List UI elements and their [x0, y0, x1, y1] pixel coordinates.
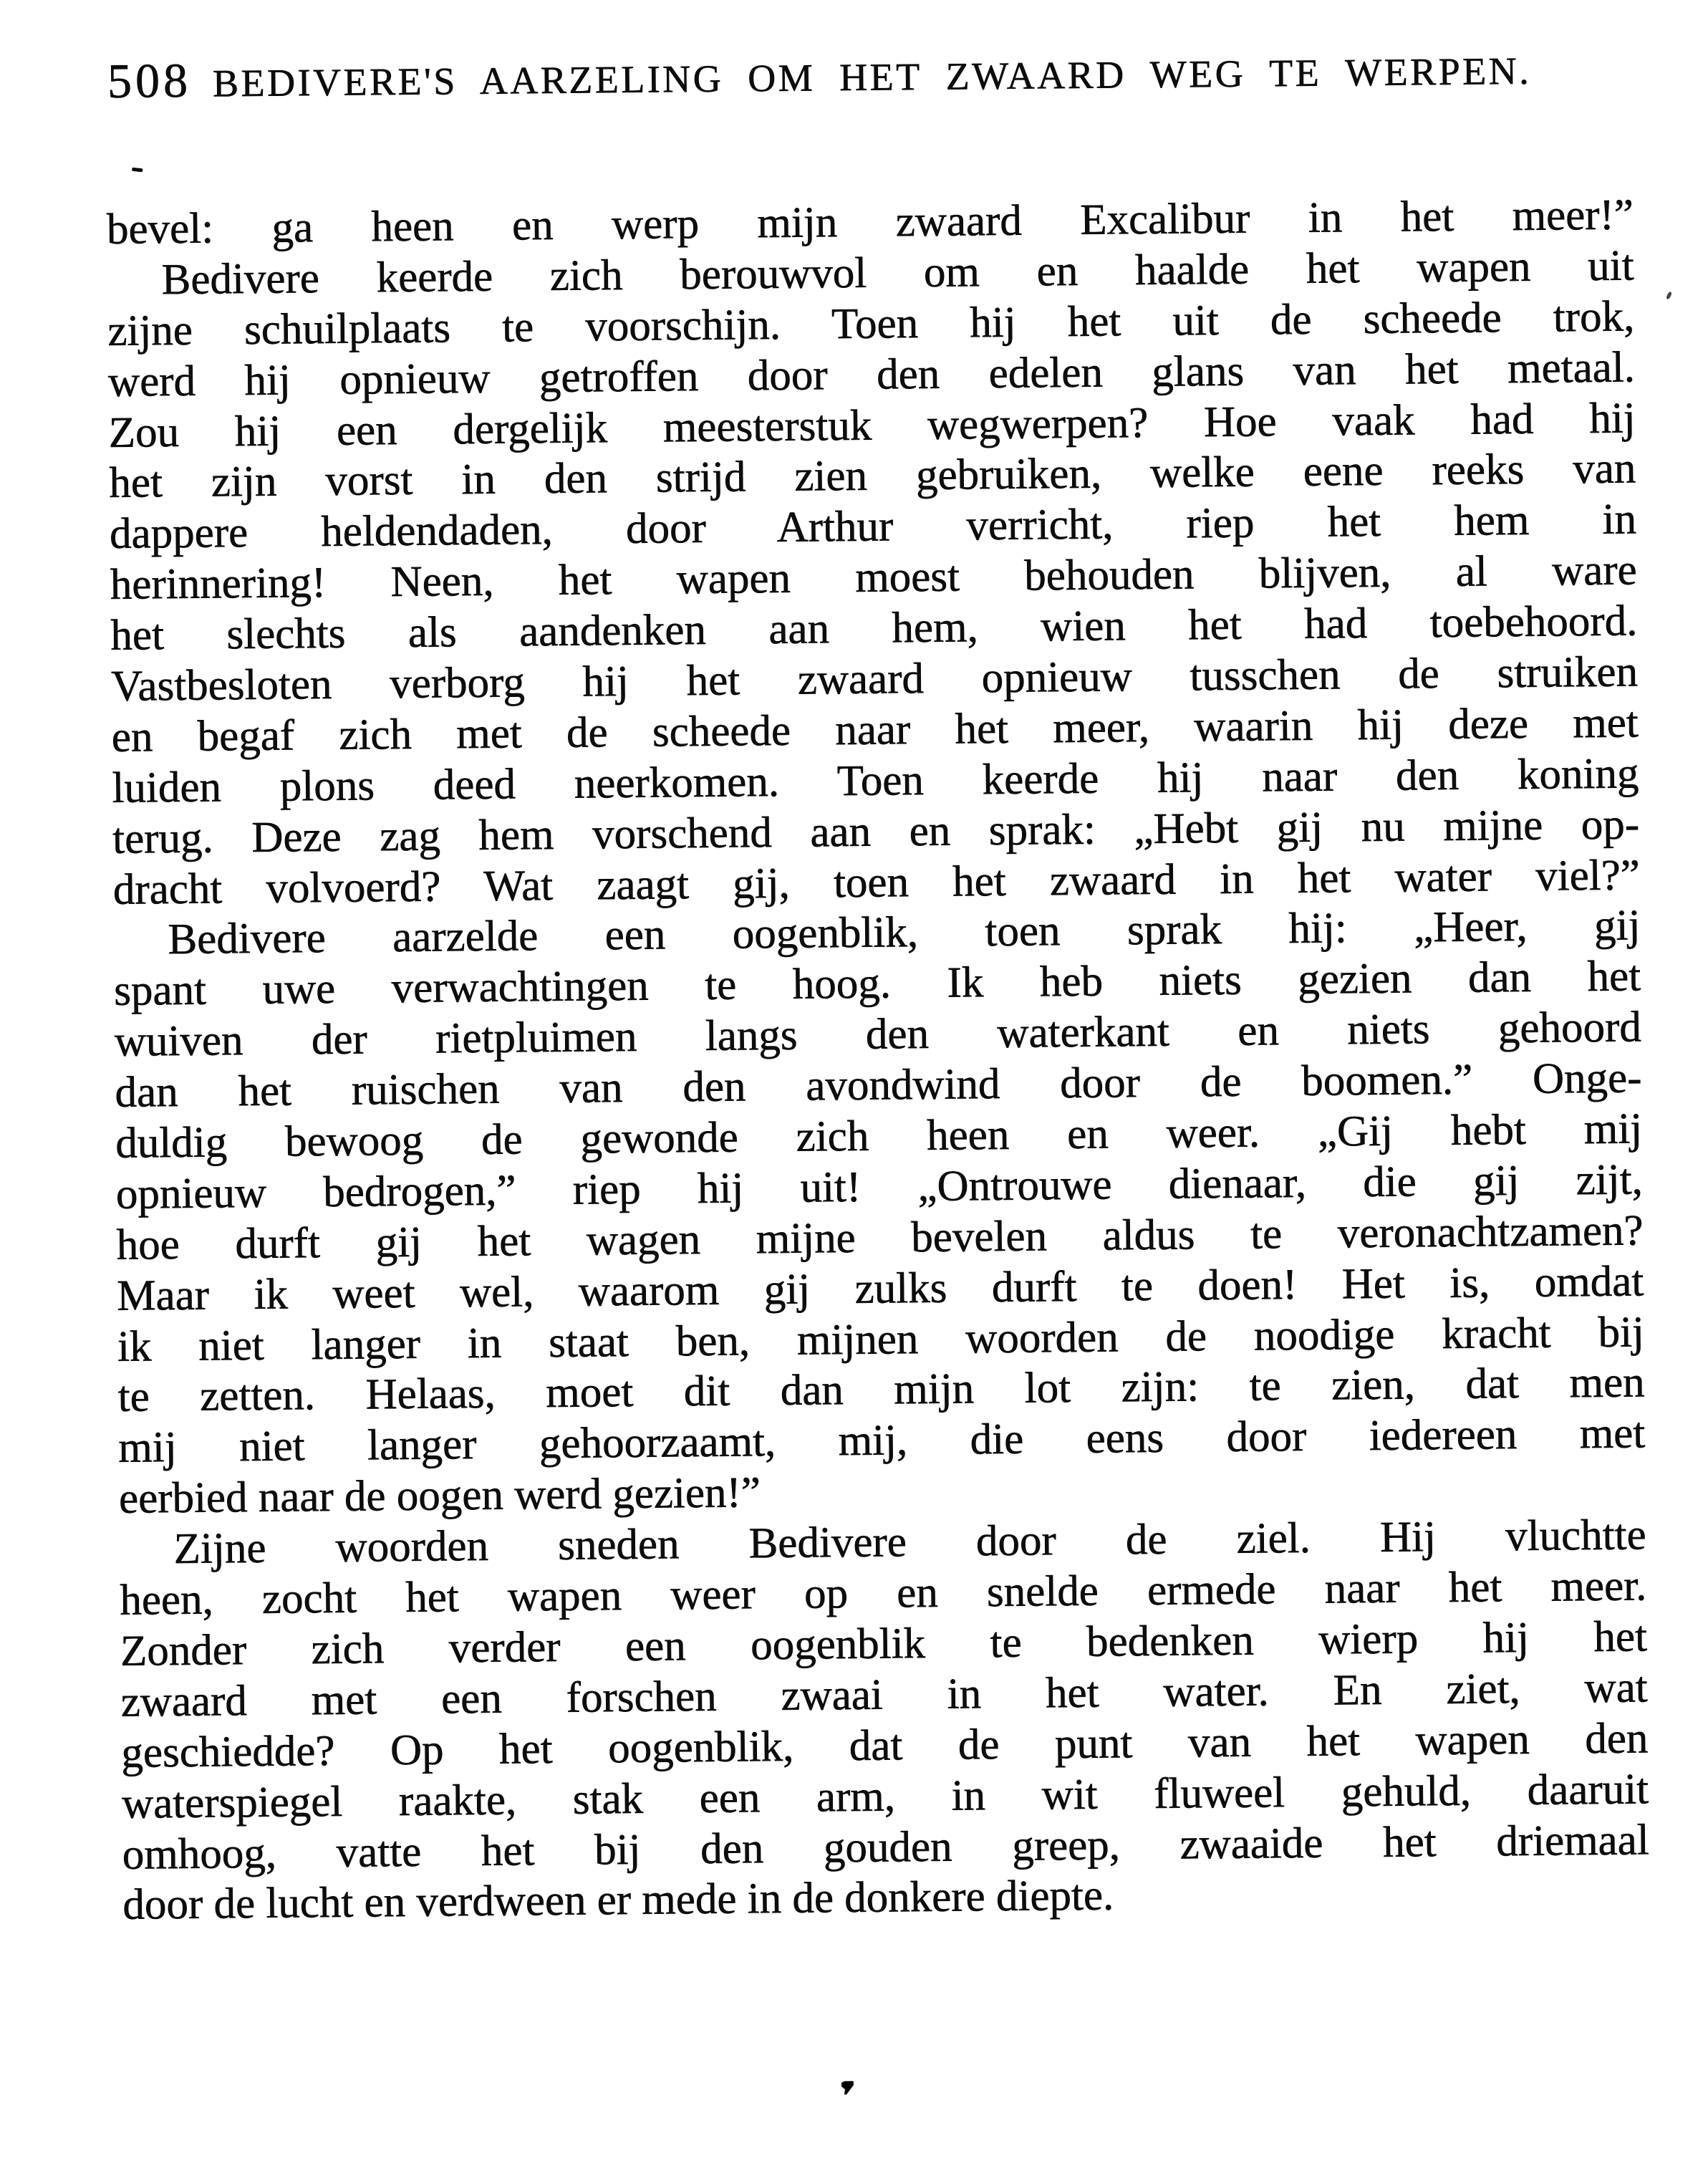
text-line: ik niet langer in staat ben, mijnen woorden de noodige kracht bij [117, 1308, 1645, 1371]
text-line: terug. Deze zag hem vorschend aan en sprak: „Hebt gij nu mijne op- [112, 800, 1640, 863]
text-line: Zonder zich verder een oogenblik te bedenken wierp hij het [120, 1612, 1648, 1675]
text-line: wuiven der rietpluimen langs den waterkant en niets gehoord [114, 1003, 1642, 1067]
text-line: Zijne woorden sneden Bedivere door de ziel. Hij vluchtte [173, 1511, 1646, 1574]
text-line: door de lucht en verdween er mede in de donkere diepte. [122, 1871, 1114, 1930]
page-number: 508 [107, 52, 192, 108]
text-line: bevel: ga heen en werp mijn zwaard Excalibur in het meer!” [106, 191, 1634, 254]
text-line: mij niet langer gehoorzaamt, mij, die eens door iedereen met [118, 1409, 1646, 1473]
text-line: Bedivere keerde zich berouwvol om en haalde het wapen uit [161, 241, 1634, 304]
text-line: het slechts als aandenken aan hem, wien het had toebehoord. [110, 597, 1638, 660]
text-line: eerbied naar de oogen werd gezien!” [118, 1468, 761, 1524]
text-line: dappere heldendaden, door Arthur verricht, riep het hem in [109, 495, 1637, 559]
text-line: te zetten. Helaas, moet dit dan mijn lot zijn: te zien, dat men [117, 1358, 1645, 1422]
text-line: het zijn vorst in den strijd zien gebruiken, welke eene reeks van [109, 444, 1636, 508]
ink-speck [1666, 291, 1673, 299]
text-line: omhoog, vatte het bij den gouden greep, zwaaide het driemaal [122, 1815, 1650, 1879]
ink-speck [132, 168, 143, 173]
running-title: BEDIVERE'S AARZELING OM HET ZWAARD WEG TE WERPEN. [212, 49, 1532, 105]
text-line: waterspiegel raakte, stak een arm, in wit fluweel gehuld, daaruit [121, 1765, 1649, 1828]
text-line: spant uwe verwachtingen te hoog. Ik heb niets gezien dan het [113, 952, 1641, 1016]
text-line: dan het ruischen van den avondwind door de boomen.” Onge- [115, 1054, 1642, 1117]
text-line: heen, zocht het wapen weer op en snelde ermede naar het meer. [120, 1562, 1647, 1625]
text-line: werd hij opnieuw getroffen door den edelen glans van het metaal. [107, 343, 1636, 406]
text-line: zwaard met een forschen zwaai in het water. En ziet, wat [120, 1663, 1649, 1726]
text-line: Zou hij een dergelijk meesterstuk wegwerpen? Hoe vaak had hij [108, 394, 1636, 457]
text-line: hoe durft gij het wagen mijne bevelen aldus te veronachtzamen? [116, 1206, 1644, 1269]
text-line: geschiedde? Op het oogenblik, dat de punt van het wapen den [121, 1714, 1649, 1777]
text-line: en begaf zich met de scheede naar het meer, waarin hij deze met [111, 698, 1639, 761]
text-line: duldig bewoog de gewonde zich heen en weer. „Gij hebt mij [115, 1105, 1643, 1168]
ink-speck [841, 2081, 854, 2094]
text-line: dracht volvoerd? Wat zaagt gij, toen het zwaard in het water viel?” [112, 851, 1641, 914]
text-line: Maar ik weet wel, waarom gij zulks durft te doen! Het is, omdat [117, 1257, 1644, 1320]
text-line: Vastbesloten verborg hij het zwaard opnieuw tusschen de struiken [110, 648, 1639, 711]
text-line: herinnering! Neen, het wapen moest behouden blijven, al ware [110, 546, 1638, 610]
text-line: luiden plons deed neerkomen. Toen keerde hij naar den koning [112, 749, 1639, 812]
text-line: Bedivere aarzelde een oogenblik, toen sprak hij: „Heer, gij [168, 901, 1641, 964]
text-line: zijne schuilplaats te voorschijn. Toen hij het uit de scheede trok, [107, 292, 1635, 355]
running-header [107, 39, 1532, 110]
text-line: opnieuw bedrogen,” riep hij uit! „Ontrouwe dienaar, die gij zijt, [115, 1155, 1644, 1218]
text-block [107, 191, 1650, 1932]
